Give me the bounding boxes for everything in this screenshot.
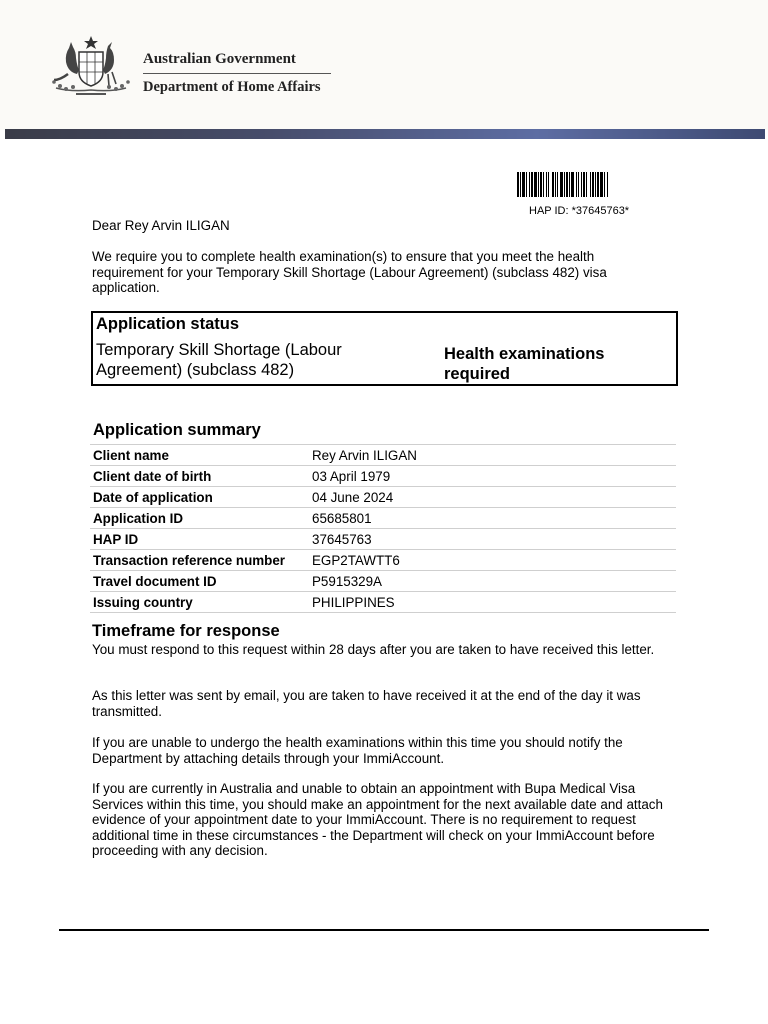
table-row bbox=[90, 445, 676, 466]
row-value: Rey Arvin ILIGAN bbox=[306, 445, 676, 466]
status-result: Health examinations required bbox=[444, 345, 605, 383]
footer-divider bbox=[59, 929, 709, 931]
row-value: PHILIPPINES bbox=[306, 592, 676, 613]
coat-of-arms-icon bbox=[46, 34, 136, 98]
table-row bbox=[90, 508, 676, 529]
application-status-box bbox=[91, 311, 678, 386]
row-label: Client name bbox=[90, 445, 306, 466]
row-value: 37645763 bbox=[306, 529, 676, 550]
summary-heading: Application summary bbox=[93, 421, 261, 439]
barcode-icon bbox=[517, 172, 646, 197]
row-value: 03 April 1979 bbox=[306, 466, 676, 487]
timeframe-paragraph: If you are currently in Australia and unable to obtain an appointment with Bupa Medical Visa Services within this time, you should make an appointment for the next available date and attach evidence of your appointment date to your ImmiAccount. There is no requirement to request additional time in these circumstances - the Department will check on your ImmiAccount before proceeding with any decision. bbox=[92, 781, 663, 859]
header-color-bar bbox=[5, 129, 765, 139]
status-heading: Application status bbox=[96, 315, 240, 333]
row-value: 65685801 bbox=[306, 508, 676, 529]
table-row bbox=[90, 529, 676, 550]
row-label: Issuing country bbox=[90, 592, 306, 613]
row-label: Application ID bbox=[90, 508, 306, 529]
table-row bbox=[90, 550, 676, 571]
timeframe-paragraph: If you are unable to undergo the health examinations within this time you should notify the Department by attaching details through your ImmiAccount. bbox=[92, 735, 623, 766]
row-label: Travel document ID bbox=[90, 571, 306, 592]
row-value: 04 June 2024 bbox=[306, 487, 676, 508]
row-value: EGP2TAWTT6 bbox=[306, 550, 676, 571]
summary-table bbox=[90, 444, 676, 613]
table-row bbox=[90, 466, 676, 487]
table-row bbox=[90, 487, 676, 508]
intro-paragraph: We require you to complete health examination(s) to ensure that you meet the health requirement for your Temporary Skill Shortage (Labour Agreement) (subclass 482) visa application. bbox=[92, 249, 607, 296]
status-visa-type: Temporary Skill Shortage (Labour Agreement) (subclass 482) bbox=[96, 341, 342, 379]
row-value: P5915329A bbox=[306, 571, 676, 592]
barcode-label: HAP ID: *37645763* bbox=[529, 205, 630, 217]
row-label: Date of application bbox=[90, 487, 306, 508]
title-divider bbox=[143, 73, 331, 74]
table-row bbox=[90, 571, 676, 592]
letterhead bbox=[0, 0, 768, 130]
row-label: HAP ID bbox=[90, 529, 306, 550]
timeframe-paragraph: As this letter was sent by email, you are taken to have received it at the end of the day it was transmitted. bbox=[92, 688, 641, 719]
government-title: Australian Government bbox=[143, 51, 296, 67]
salutation: Dear Rey Arvin ILIGAN bbox=[92, 218, 230, 233]
row-label: Transaction reference number bbox=[90, 550, 306, 571]
timeframe-heading: Timeframe for response bbox=[92, 622, 280, 640]
row-label: Client date of birth bbox=[90, 466, 306, 487]
table-row bbox=[90, 592, 676, 613]
department-title: Department of Home Affairs bbox=[143, 79, 321, 95]
timeframe-paragraph: You must respond to this request within 28 days after you are taken to have received this letter. bbox=[92, 642, 655, 657]
